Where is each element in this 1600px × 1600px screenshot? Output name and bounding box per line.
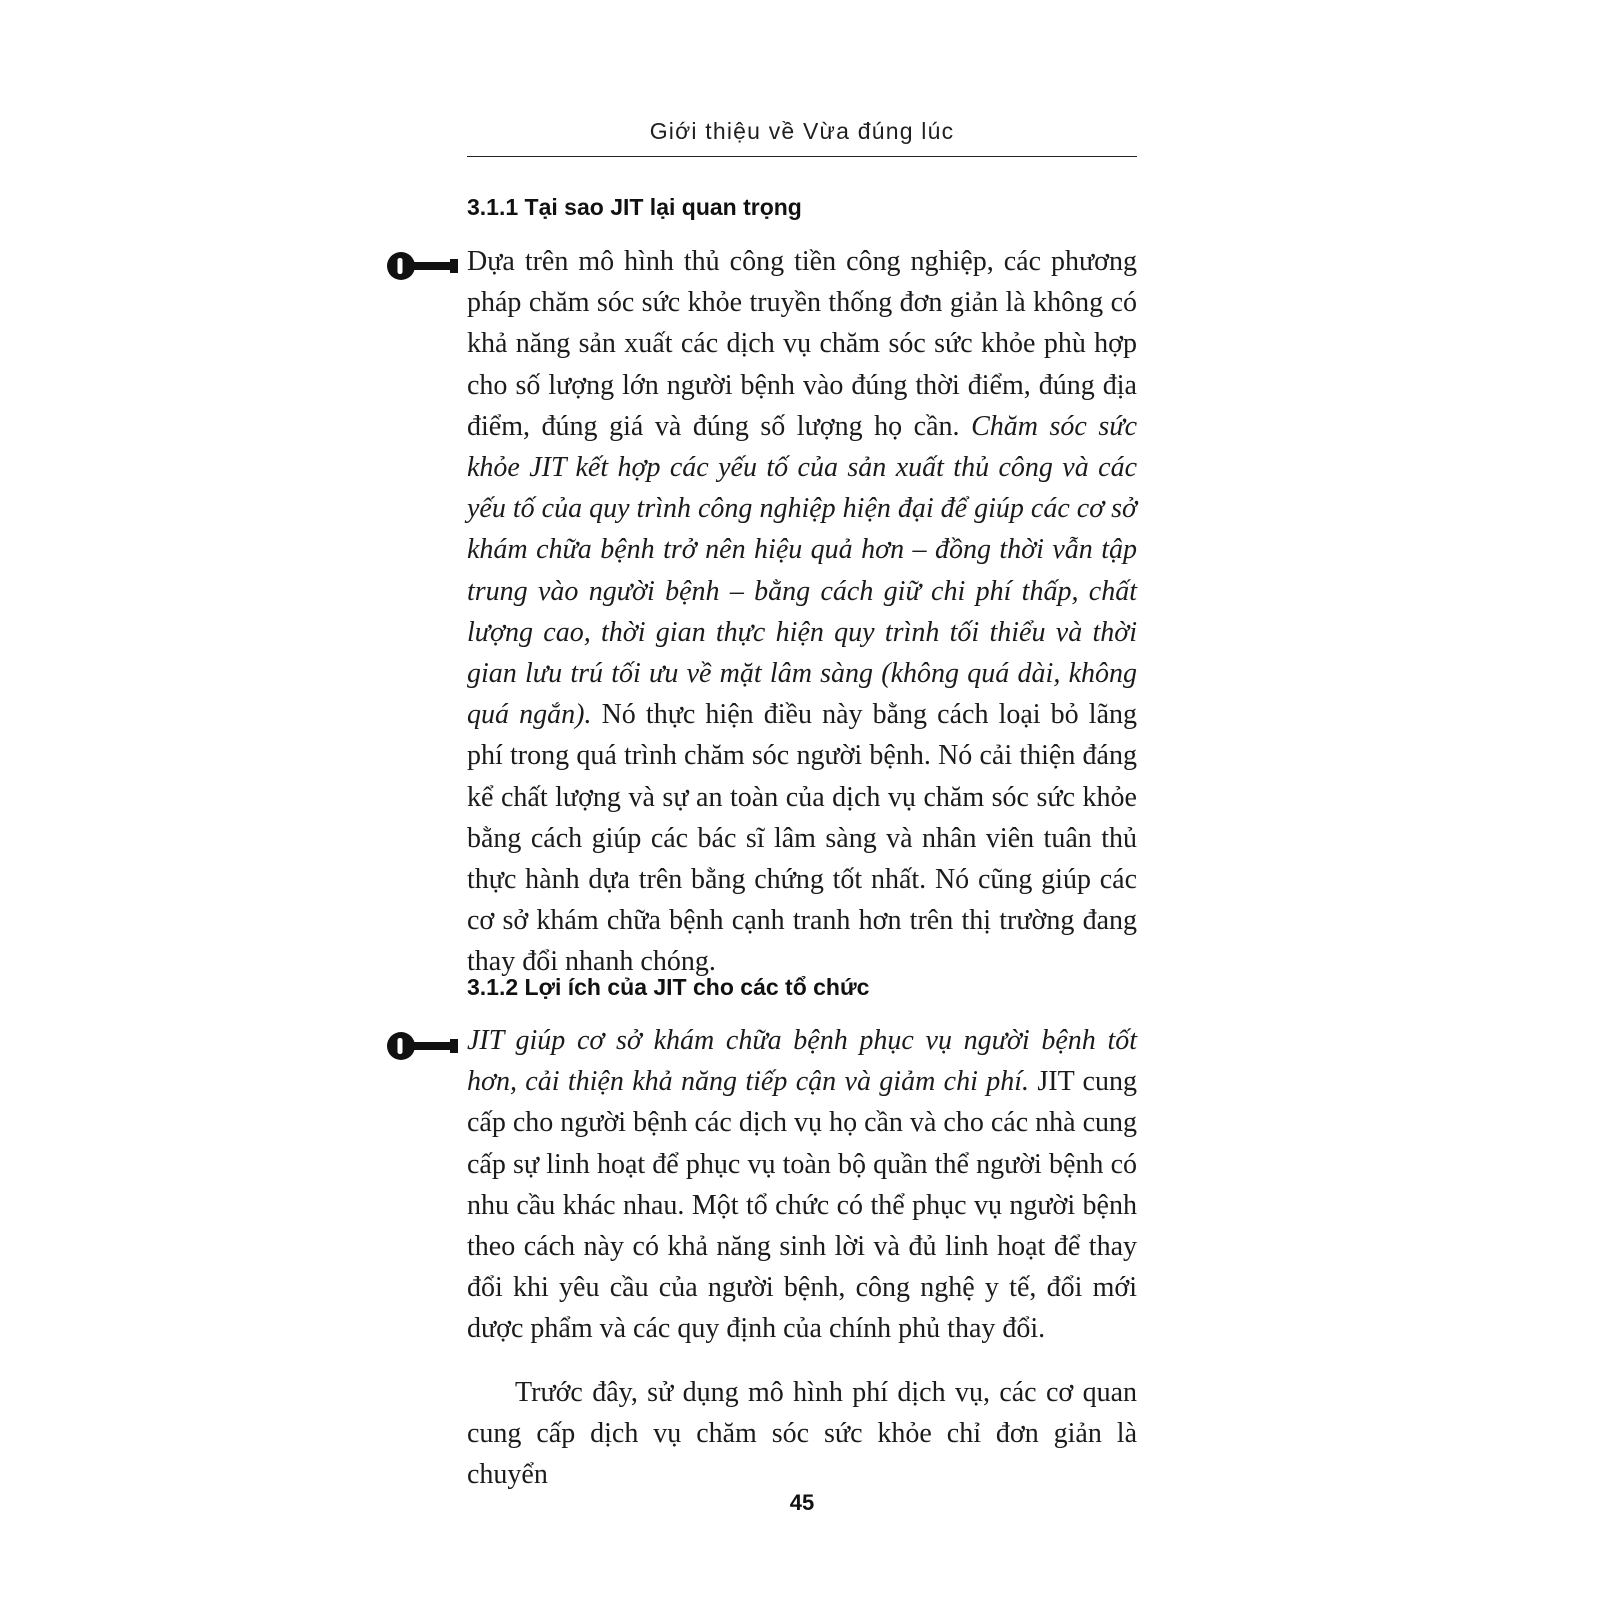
paragraph-1 (467, 241, 1137, 983)
paragraph-1-italic: Chăm sóc sức khỏe JIT kết hợp các yếu tố của sản xuất thủ công và các yếu tố của quy trình công nghiệp hiện đại để giúp các cơ sở khám chữa bệnh trở nên hiệu quả hơn – đồng thời vẫn tập trung vào người bệnh – bằng cách giữ chi phí thấp, chất lượng cao, thời gian thực hiện quy trình tối thiểu và thời gian lưu trú tối ưu về mặt lâm sàng (không quá dài, không quá ngắn). (467, 410, 1137, 731)
paragraph-2-italic: JIT giúp cơ sở khám chữa bệnh phục vụ người bệnh tốt hơn, cải thiện khả năng tiếp cận và giảm chi phí. (467, 1025, 1137, 1098)
paragraph-2-text: JIT cung cấp cho người bệnh các dịch vụ họ cần và cho các nhà cung cấp sự linh hoạt để phục vụ toàn bộ quần thể người bệnh có nhu cầu khác nhau. Một tổ chức có thể phục vụ người bệnh theo cách này có khả năng sinh lời và đủ linh hoạt để thay đổi khi yêu cầu của người bệnh, công nghệ y tế, đổi mới dược phẩm và các quy định của chính phủ thay đổi. (467, 1066, 1137, 1345)
paragraph-1-text-b: Nó thực hiện điều này bằng cách loại bỏ lãng phí trong quá trình chăm sóc người bệnh. Nó cải thiện đáng kể chất lượng và sự an toàn của dịch vụ chăm sóc sức khỏe bằng cách giúp các bác sĩ lâm sàng và nhân viên tuân thủ thực hành dựa trên bằng chứng tốt nhất. Nó cũng giúp các cơ sở khám chữa bệnh cạnh tranh hơn trên thị trường đang thay đổi nhanh chóng. (467, 699, 1137, 978)
header-rule (467, 156, 1137, 157)
key-icon (386, 1029, 458, 1063)
section-heading-2: 3.1.2 Lợi ích của JIT cho các tổ chức (467, 974, 870, 1000)
section-heading-1: 3.1.1 Tại sao JIT lại quan trọng (467, 194, 802, 220)
paragraph-3-text: Trước đây, sử dụng mô hình phí dịch vụ, các cơ quan cung cấp dịch vụ chăm sóc sức khỏe chỉ đơn giản là chuyển (467, 1377, 1137, 1491)
paragraph-3 (467, 1372, 1137, 1496)
page-number: 45 (789, 1490, 815, 1515)
running-header: Giới thiệu về Vừa đúng lúc (649, 118, 955, 144)
paragraph-1-text-a: Dựa trên mô hình thủ công tiền công nghiệp, các phương pháp chăm sóc sức khỏe truyền thống đơn giản là không có khả năng sản xuất các dịch vụ chăm sóc sức khỏe phù hợp cho số lượng lớn người bệnh vào đúng thời điểm, đúng địa điểm, đúng giá và đúng số lượng họ cần. (467, 246, 1137, 442)
key-icon (386, 249, 458, 283)
paragraph-2 (467, 1020, 1137, 1350)
